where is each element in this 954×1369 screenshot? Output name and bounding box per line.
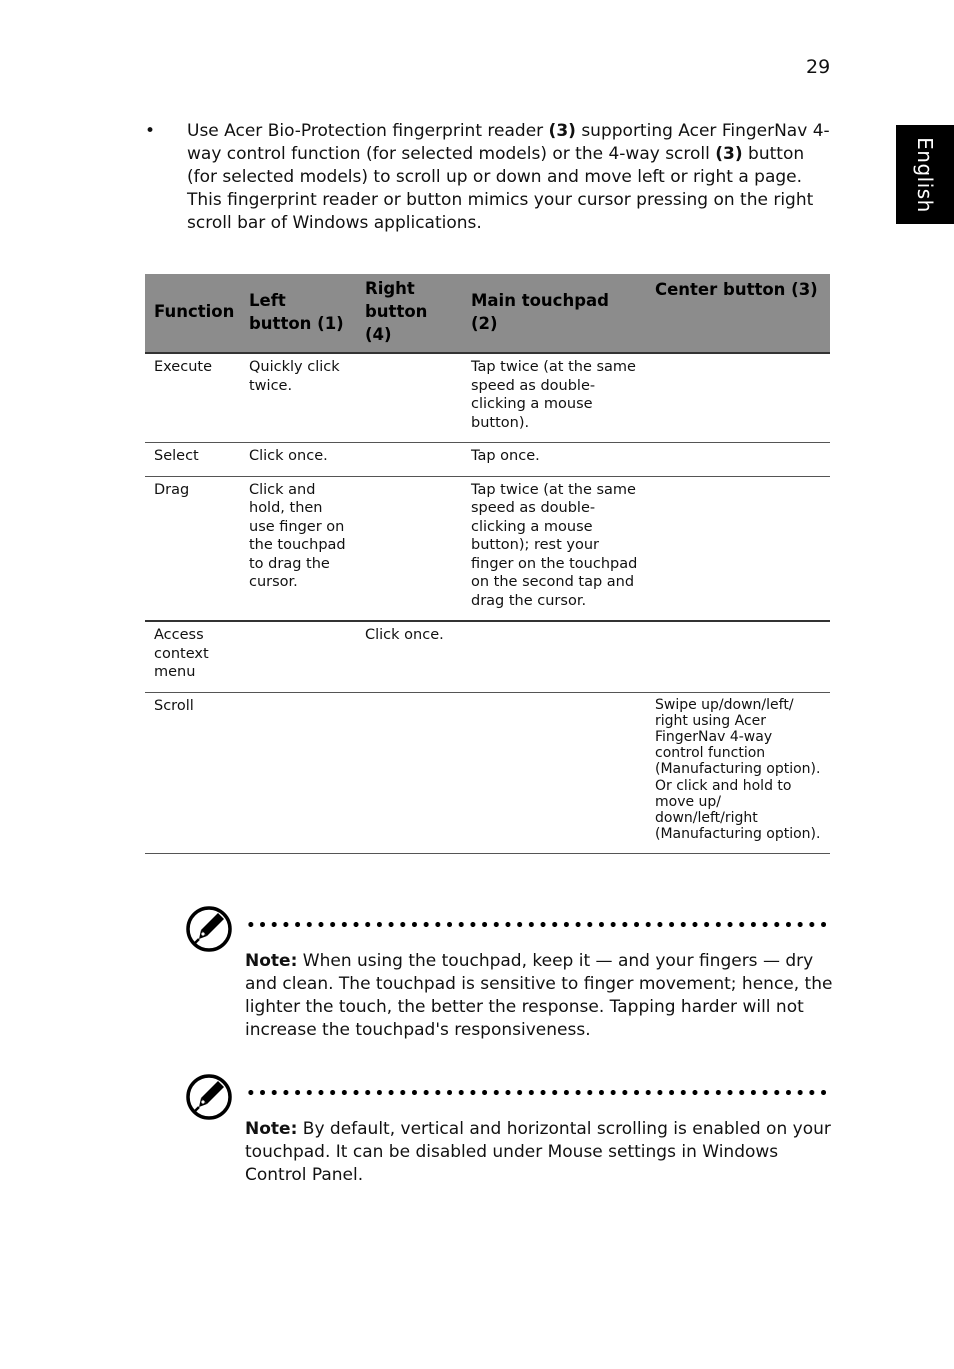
table-cell: Quickly click twice. <box>240 353 356 443</box>
page-number: 29 <box>806 56 831 78</box>
note-pen-icon <box>185 905 233 953</box>
note-text <box>245 1118 835 1187</box>
table-cell: Tap once. <box>462 443 646 477</box>
table-cell <box>462 621 646 692</box>
table-row <box>145 476 830 621</box>
table-cell: Click once. <box>356 621 462 692</box>
table-cell: Scroll <box>145 692 240 854</box>
table-cell: Tap twice (at the same speed as double-clicking a mouse button); rest your finger on the touchpad on the second tap and drag the cursor. <box>462 476 646 621</box>
bullet-ref-number: (3) <box>715 144 743 164</box>
table-cell: Execute <box>145 353 240 443</box>
table-row <box>145 353 830 443</box>
table-cell <box>240 692 356 854</box>
bullet-text-part: Use Acer Bio-Protection fingerprint reader <box>187 121 549 141</box>
table-cell: Click once. <box>240 443 356 477</box>
table-cell: Swipe up/down/left/ right using Acer FingerNav 4-way control function (Manufacturing option). Or click and hold to move up/ down/left/right (Manufacturing option). <box>646 692 830 854</box>
table-header-cell: Left button (1) <box>240 274 356 353</box>
table-row <box>145 692 830 854</box>
table-header-cell: Main touchpad (2) <box>462 274 646 353</box>
bullet-text-part: button (for selected models) to scroll up or down and move left or right a page. This fingerprint reader or button mimics your cursor pressing on the right scroll bar of Windows applications. <box>187 144 814 233</box>
bullet-item <box>145 120 835 235</box>
table-header-cell: Center button (3) <box>646 274 830 353</box>
table-cell <box>646 621 830 692</box>
table-cell <box>646 476 830 621</box>
table-row <box>145 443 830 477</box>
note-body: When using the touchpad, keep it — and your fingers — dry and clean. The touchpad is sensitive to finger movement; hence, the lighter the touch, the better the response. Tapping harder will not increase the touchpad's responsiveness. <box>245 951 833 1040</box>
table-cell: Click and hold, then use finger on the touchpad to drag the cursor. <box>240 476 356 621</box>
language-tab-label: English <box>913 136 937 213</box>
table-cell <box>356 476 462 621</box>
table-cell <box>356 443 462 477</box>
table-cell: Select <box>145 443 240 477</box>
table-header-row <box>145 274 830 353</box>
table-cell: Access context menu <box>145 621 240 692</box>
language-tab <box>896 125 954 224</box>
note-pen-icon <box>185 1073 233 1121</box>
table-cell <box>356 692 462 854</box>
table-header-cell: Right button (4) <box>356 274 462 353</box>
table-cell <box>240 621 356 692</box>
dotted-divider <box>245 922 830 927</box>
bullet-text <box>187 120 835 235</box>
table-cell <box>646 443 830 477</box>
bullet-ref-number: (3) <box>548 121 576 141</box>
bullet-text-part: supporting Acer FingerNav 4-way control function (for selected models) or the 4-way scroll <box>187 121 830 164</box>
table-cell <box>356 353 462 443</box>
table-row <box>145 621 830 692</box>
table-cell <box>646 353 830 443</box>
table-cell: Tap twice (at the same speed as double-clicking a mouse button). <box>462 353 646 443</box>
note-body: By default, vertical and horizontal scrolling is enabled on your touchpad. It can be disabled under Mouse settings in Windows Control Panel. <box>245 1119 831 1185</box>
touchpad-function-table <box>145 274 830 854</box>
table-header-cell: Function <box>145 274 240 353</box>
dotted-divider <box>245 1090 830 1095</box>
table-cell <box>462 692 646 854</box>
note-label: Note: <box>245 1119 298 1139</box>
table-cell: Drag <box>145 476 240 621</box>
note-label: Note: <box>245 951 298 971</box>
bullet-symbol: • <box>145 121 156 141</box>
note-text <box>245 950 835 1042</box>
